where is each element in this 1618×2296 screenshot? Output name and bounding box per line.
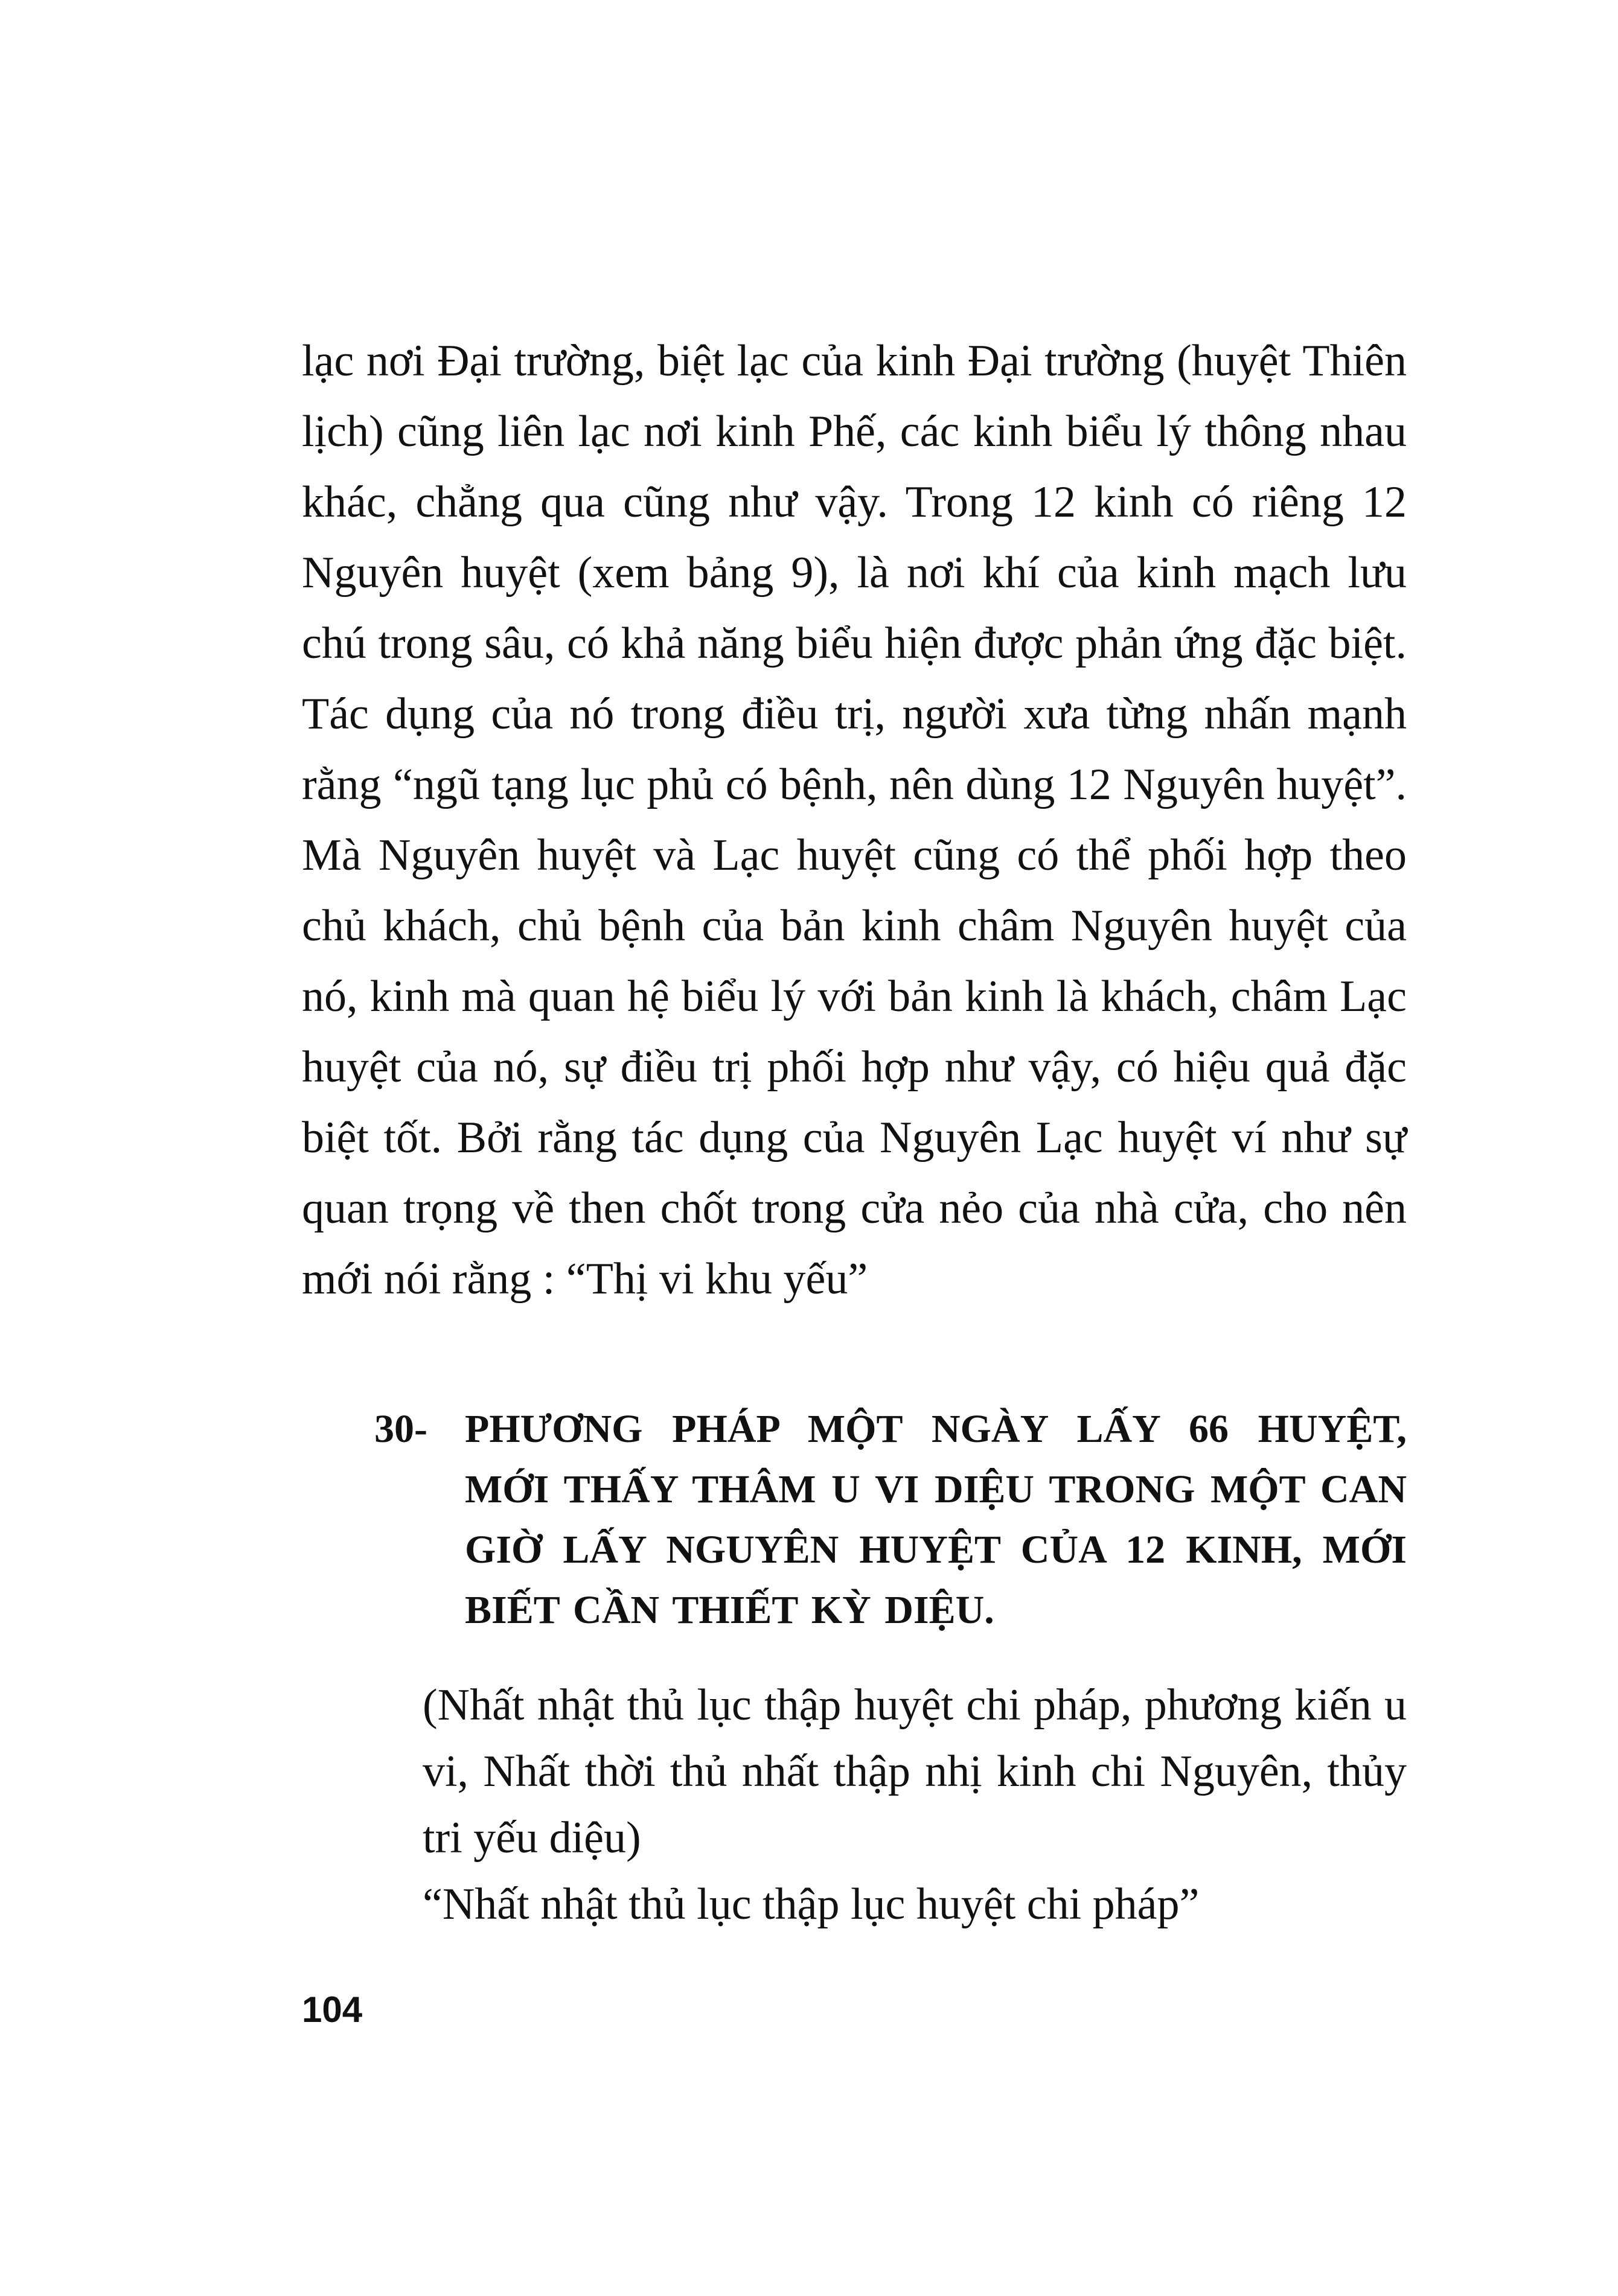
body-paragraph: lạc nơi Đại trường, biệt lạc của kinh Đại trường (huyệt Thiên lịch) cũng liên lạc nơi kinh Phế, các kinh biểu lý thông nhau khác, chẳng qua cũng như vậy. Trong 12 kinh có riêng 12 Nguyên huyệt (xem bảng 9), là nơi khí của kinh mạch lưu chú trong sâu, có khả năng biểu hiện được phản ứng đặc biệt. Tác dụng của nó trong điều trị, người xưa từng nhấn mạnh rằng “ngũ tạng lục phủ có bệnh, nên dùng 12 Nguyên huyệt”. Mà Nguyên huyệt và Lạc huyệt cũng có thể phối hợp theo chủ khách, chủ bệnh của bản kinh châm Nguyên huyệt của nó, kinh mà quan hệ biểu lý với bản kinh là khách, châm Lạc huyệt của nó, sự điều trị phối hợp như vậy, có hiệu quả đặc biệt tốt. Bởi rằng tác dụng của Nguyên Lạc huyệt ví như sự quan trọng về then chốt trong cửa nẻo của nhà cửa, cho nên mới nói rằng : “Thị vi khu yếu” bbox=[302, 336, 1407, 1304]
page-number: 104 bbox=[302, 1989, 363, 2030]
section-title: PHƯƠNG PHÁP MỘT NGÀY LẤY 66 HUYỆT, MỚI THẤY THÂM U VI DIỆU TRONG MỘT CAN GIỜ LẤY NGUYÊN HUYỆT CỦA 12 KINH, MỚI BIẾT CẦN THIẾT KỲ DIỆU. bbox=[465, 1407, 1407, 1632]
section-quote: “Nhất nhật thủ lục thập lục huyệt chi pháp” bbox=[423, 1880, 1200, 1929]
section-number: 30- bbox=[374, 1407, 427, 1451]
section-transliteration: (Nhất nhật thủ lục thập huyệt chi pháp, phương kiến u vi, Nhất thời thủ nhất thập nhị kinh chi Nguyên, thủy tri yếu diệu) bbox=[423, 1680, 1407, 1863]
